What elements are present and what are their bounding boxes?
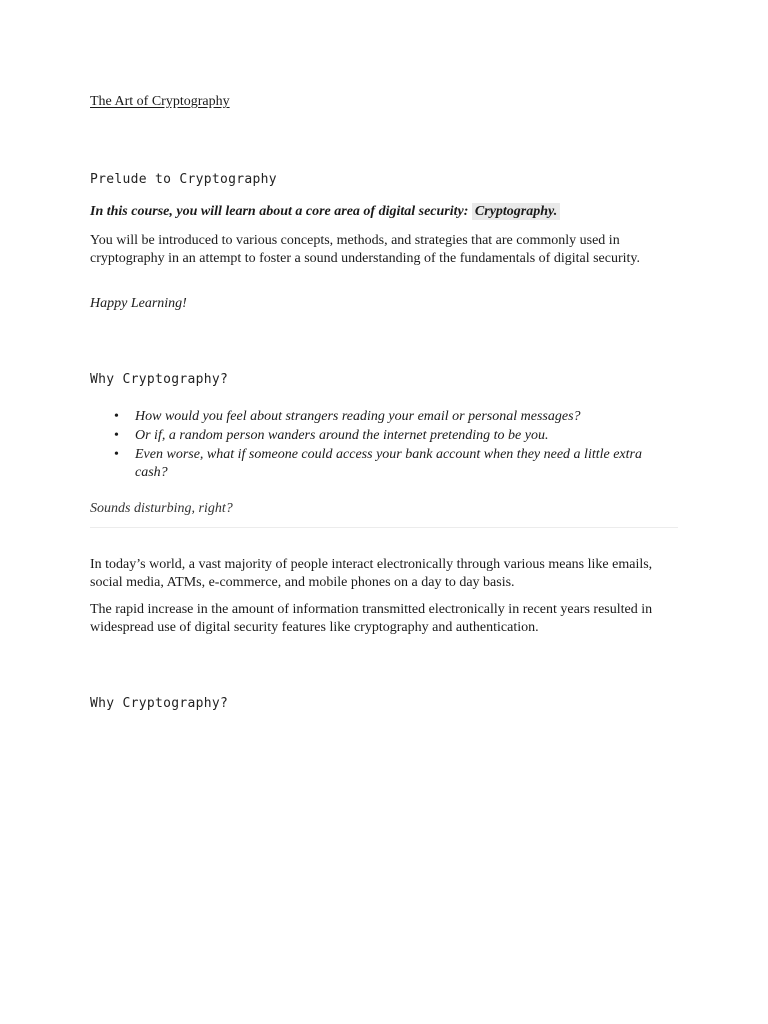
- document-title: The Art of Cryptography: [90, 94, 230, 109]
- closing-line: Happy Learning!: [90, 296, 187, 311]
- heading-why-cryptography: Why Cryptography?: [90, 372, 229, 387]
- rapid-increase-paragraph: The rapid increase in the amount of information transmitted electronically in recent years resulted in widespread use of digital security features like cryptography and authentication.: [90, 602, 653, 635]
- intro-paragraph: You will be introduced to various concepts, methods, and strategies that are commonly used in cryptography in an attempt to foster a sound understanding of the fundamentals of digital security.: [90, 233, 641, 266]
- list-item: [90, 427, 670, 445]
- bullet-icon: •: [114, 428, 119, 443]
- bullet-text: Or if, a random person wanders around the internet pretending to be you.: [135, 428, 549, 443]
- bullet-list: [90, 408, 670, 483]
- bullet-text: How would you feel about strangers reading your email or personal messages?: [135, 409, 581, 424]
- sounds-disturbing-line: Sounds disturbing, right?: [90, 501, 233, 516]
- bullet-icon: •: [114, 409, 119, 424]
- lead-highlight: Cryptography.: [472, 203, 560, 220]
- bullet-icon: •: [114, 447, 119, 462]
- heading-prelude: Prelude to Cryptography: [90, 172, 277, 187]
- bullet-text: Even worse, what if someone could access your bank account when they need a little extra cash?: [135, 447, 642, 480]
- list-item: [90, 408, 670, 426]
- today-paragraph: In today’s world, a vast majority of people interact electronically through various means like emails, social media, ATMs, e-commerce, and mobile phones on a day to day basis.: [90, 557, 653, 590]
- list-item: [90, 446, 670, 482]
- heading-why-cryptography-2: Why Cryptography?: [90, 696, 229, 711]
- lead-text: In this course, you will learn about a core area of digital security:: [90, 204, 472, 219]
- section-divider: [90, 527, 678, 528]
- lead-sentence: [90, 204, 560, 220]
